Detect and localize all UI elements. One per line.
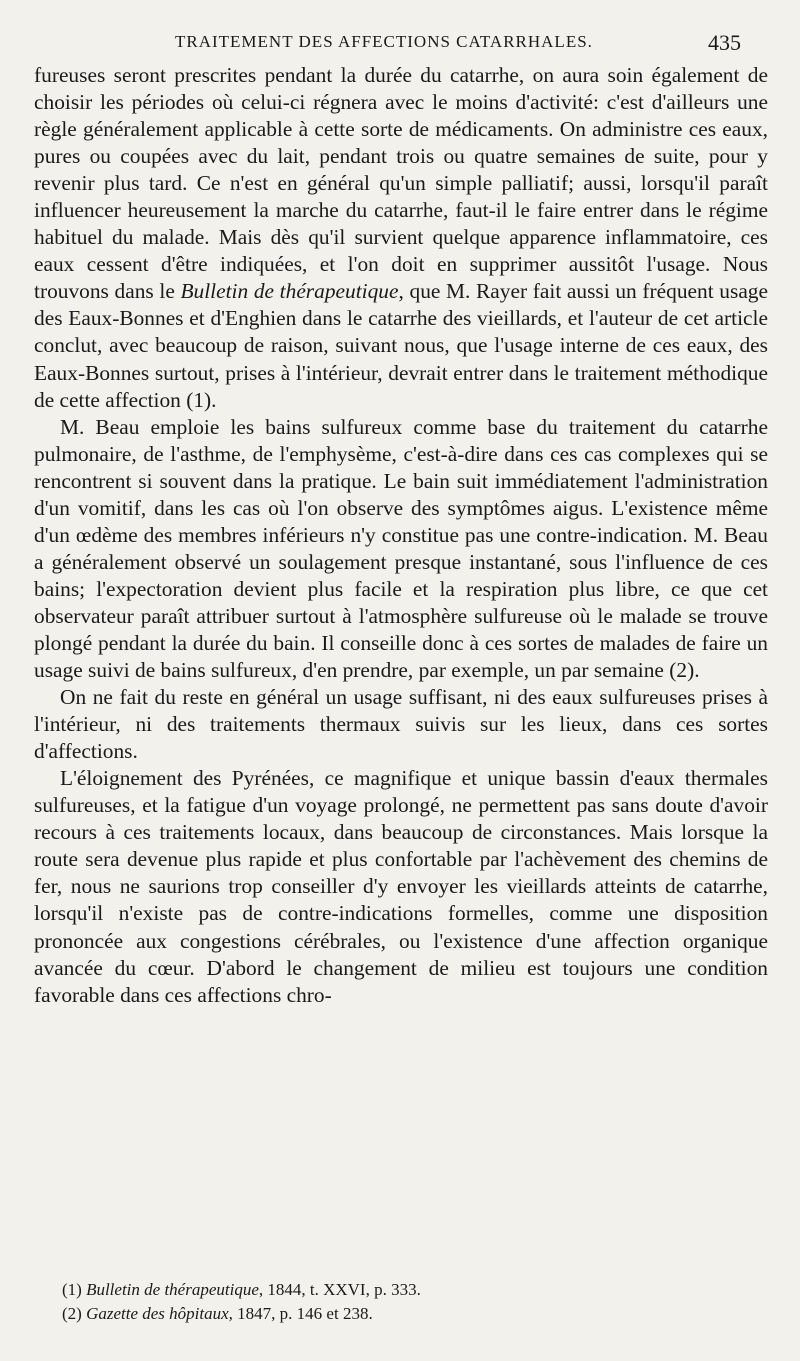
footnote-2 xyxy=(62,1302,762,1326)
footnote-2-source: Gazette des hôpitaux xyxy=(86,1304,229,1323)
footnote-2-marker: (2) xyxy=(62,1304,87,1323)
footnote-1-details: , 1844, t. XXVI, p. 333. xyxy=(258,1280,421,1299)
paragraph-3: On ne fait du reste en général un usage suffisant, ni des eaux sulfureuses prises à l'intérieur, ni des traitements thermaux suivis sur les lieux, dans ces sortes d'affections. xyxy=(34,685,768,764)
paragraph-1-text-b: , que M. Rayer fait aussi un fréquent usage des Eaux-Bonnes et d'Enghien dans le catarrhe des vieillards, et l'auteur de cet article conclut, avec beaucoup de raison, suivant nous, que l'usage interne de ces eaux, des Eaux-Bonnes surtout, prises à l'intérieur, devrait entrer dans le traitement méthodique de cette affection (1). xyxy=(34,279,769,412)
footnotes xyxy=(62,1278,762,1326)
page-number: 435 xyxy=(708,30,741,55)
paragraph-1 xyxy=(34,62,768,414)
journal-title: Bulletin de thérapeutique xyxy=(180,279,399,304)
footnote-1-marker: (1) xyxy=(62,1280,87,1299)
running-head: TRAITEMENT DES AFFECTIONS CATARRHALES. xyxy=(175,32,593,51)
page-header xyxy=(0,30,800,60)
footnote-1-source: Bulletin de thérapeutique xyxy=(86,1280,259,1299)
paragraph-2: M. Beau emploie les bains sulfureux comme base du traitement du catarrhe pulmonaire, de l'asthme, de l'emphysème, c'est-à-dire dans ces cas complexes qui se rencontrent si souvent dans la pratique. Le bain suit immédiatement l'administration d'un vomitif, dans les cas où l'on observe des symptômes aigus. L'existence même d'un œdème des membres inférieurs n'y constitue pas une contre-indication. M. Beau a généralement observé un soulagement presque instantané, sous l'influence de ces bains; l'expectoration devient plus facile et la respiration plus libre, ce que cet observateur paraît attribuer surtout à l'atmosphère sulfureuse où le malade se trouve plongé pendant la durée du bain. Il conseille donc à ces sortes de malades de faire un usage suivi de bains sulfureux, d'en prendre, par exemple, un par semaine (2). xyxy=(34,414,768,683)
footnote-1 xyxy=(62,1278,762,1302)
main-text xyxy=(34,62,768,1009)
paragraph-1-text-a: fureuses seront prescrites pendant la durée du catarrhe, on aura soin également de choisir les périodes où celui-ci régnera avec le moins d'activité: c'est d'ailleurs une règle généralement applicable à cette sorte de médicaments. On administre ces eaux, pures ou coupées avec du lait, pendant trois ou quatre semaines de suite, pour y revenir plus tard. Ce n'est en général qu'un simple palliatif; aussi, lorsqu'il paraît influencer heureusement la marche du catarrhe, faut-il le faire entrer dans le régime habituel du malade. Mais dès qu'il survient quelque apparence inflammatoire, ces eaux cessent d'être indiquées, et l'on doit en supprimer aussitôt l'usage. Nous trouvons dans le xyxy=(34,63,768,304)
footnote-2-details: , 1847, p. 146 et 238. xyxy=(228,1304,373,1323)
paragraph-4: L'éloignement des Pyrénées, ce magnifique et unique bassin d'eaux thermales sulfureuses, et la fatigue d'un voyage prolongé, ne permettent pas sans doute d'avoir recours à ces traitements locaux, dans beaucoup de circonstances. Mais lorsque la route sera devenue plus rapide et plus confortable par l'achèvement des chemins de fer, nous ne saurions trop conseiller d'y envoyer les vieillards atteints de catarrhe, lorsqu'il n'existe pas de contre-indications formelles, comme une disposition prononcée aux congestions cérébrales, ou l'existence d'une affection organique avancée du cœur. D'abord le changement de milieu est toujours une condition favorable dans ces affections chro- xyxy=(34,766,768,1007)
